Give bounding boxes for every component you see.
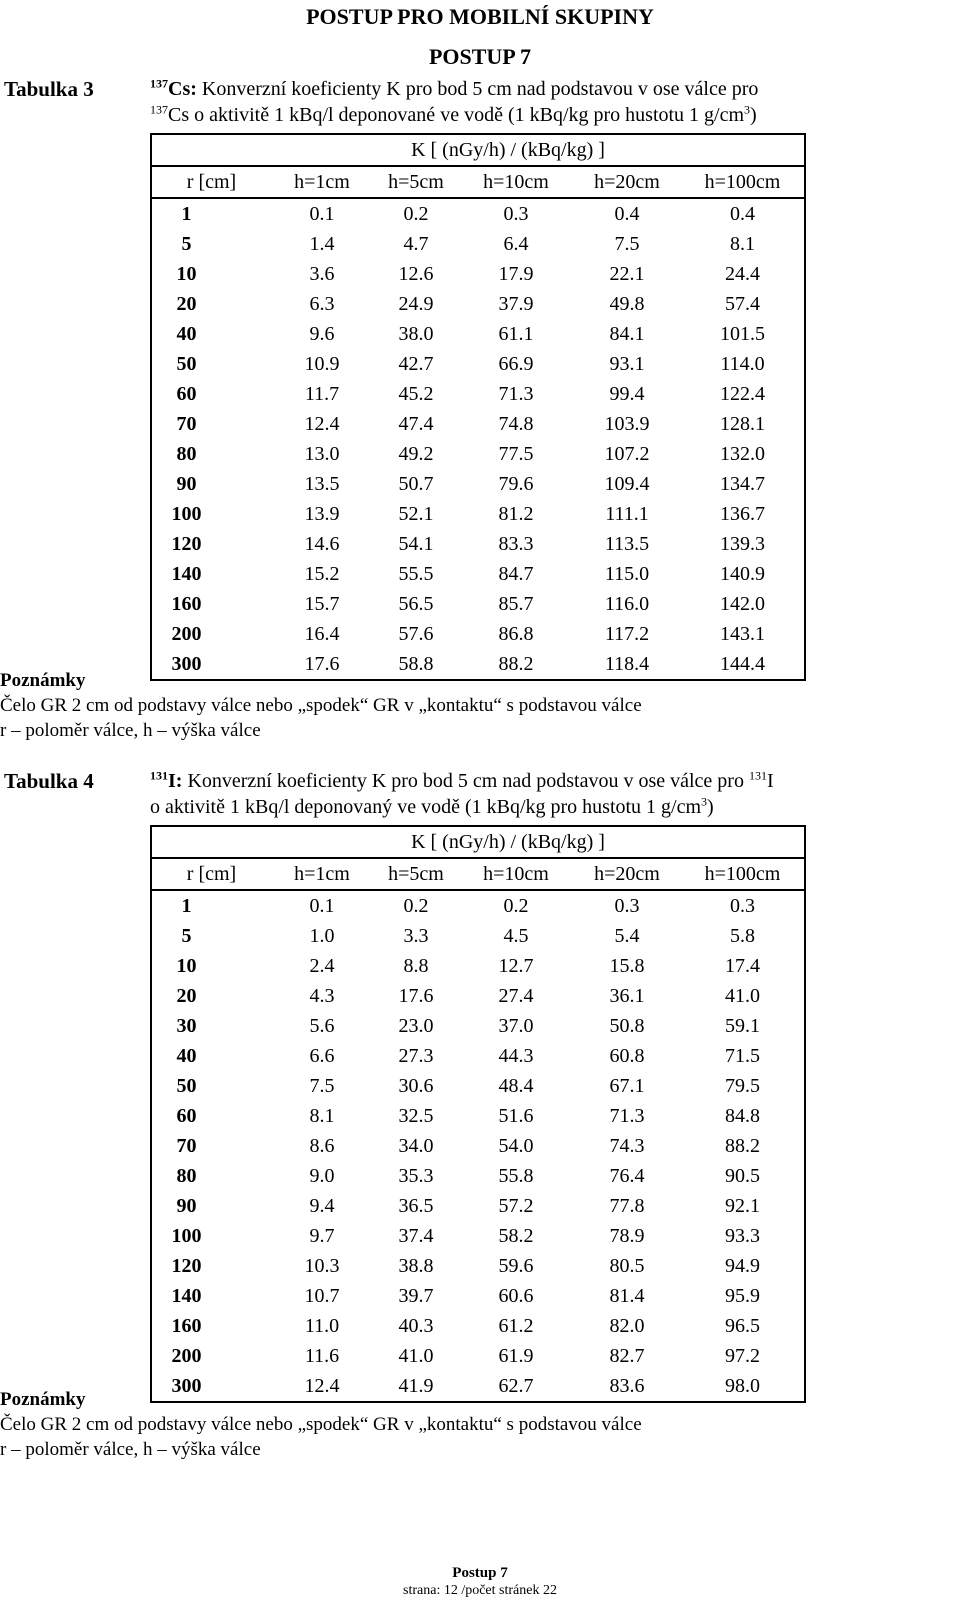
coefficient-cell: 10.3 <box>304 1255 340 1277</box>
coefficient-cell: 9.6 <box>309 323 335 345</box>
table-row <box>151 589 805 619</box>
coefficient-cell: 10.9 <box>304 353 340 375</box>
radius-cell: 100 <box>171 503 202 525</box>
coefficient-cell: 34.0 <box>398 1135 434 1157</box>
coefficient-cell: 9.4 <box>309 1195 335 1217</box>
table-row <box>151 529 805 559</box>
coefficient-cell: 0.2 <box>503 895 529 917</box>
table-row <box>151 1251 805 1281</box>
coefficient-cell: 22.1 <box>609 263 645 285</box>
radius-cell: 60 <box>176 1105 197 1127</box>
coefficient-cell: 93.1 <box>609 353 645 375</box>
coefficient-cell: 58.2 <box>498 1225 534 1247</box>
coefficient-cell: 11.7 <box>304 383 340 405</box>
table3-conversion-coefficients <box>150 133 806 681</box>
coefficient-cell: 134.7 <box>720 473 765 495</box>
table3-notes <box>0 668 960 743</box>
coefficient-cell: 12.6 <box>398 263 434 285</box>
coefficient-cell: 50.7 <box>398 473 434 495</box>
coefficient-cell: 2.4 <box>309 955 335 977</box>
column-header: r [cm] <box>151 858 271 890</box>
coefficient-cell: 6.6 <box>309 1045 335 1067</box>
coefficient-cell: 12.4 <box>304 1375 340 1397</box>
note-symbols: r – poloměr válce, h – výška válce <box>0 720 261 741</box>
coefficient-cell: 77.8 <box>609 1195 645 1217</box>
table-row <box>151 921 805 951</box>
table-row <box>151 1341 805 1371</box>
coefficient-cell: 143.1 <box>720 623 765 645</box>
coefficient-cell: 54.0 <box>498 1135 534 1157</box>
document-header: POSTUP PRO MOBILNÍ SKUPINY <box>306 4 654 29</box>
coefficient-cell: 0.1 <box>309 203 335 225</box>
coefficient-cell: 61.9 <box>498 1345 534 1367</box>
radius-cell: 120 <box>171 533 202 555</box>
coefficient-cell: 97.2 <box>725 1345 760 1367</box>
coefficient-cell: 85.7 <box>498 593 534 615</box>
coefficient-cell: 56.5 <box>398 593 434 615</box>
nuclide-mass-number: 137 <box>150 102 168 117</box>
coefficient-cell: 111.1 <box>605 503 649 525</box>
coefficient-cell: 99.4 <box>609 383 645 405</box>
coefficient-cell: 15.8 <box>609 955 645 977</box>
coefficient-cell: 59.1 <box>725 1015 760 1037</box>
radius-cell: 1 <box>181 203 192 225</box>
coefficient-cell: 95.9 <box>725 1285 760 1307</box>
table-row <box>151 1071 805 1101</box>
coefficient-cell: 50.8 <box>609 1015 645 1037</box>
coefficient-cell: 117.2 <box>604 623 650 645</box>
coefficient-cell: 93.3 <box>725 1225 760 1247</box>
column-header: h=10cm <box>459 166 573 198</box>
coefficient-cell: 84.7 <box>498 563 534 585</box>
coefficient-cell: 71.3 <box>498 383 534 405</box>
coefficient-cell: 6.3 <box>309 293 335 315</box>
coefficient-cell: 54.1 <box>398 533 434 555</box>
radius-cell: 5 <box>181 925 192 947</box>
coefficient-cell: 4.5 <box>503 925 529 947</box>
coefficient-cell: 57.2 <box>498 1195 534 1217</box>
nuclide-mass-number: 137 <box>150 76 168 91</box>
note-detector-position: Čelo GR 2 cm od podstavy válce nebo „spodek“ GR v „kontaktu“ s podstavou válce <box>0 1414 642 1435</box>
coefficient-cell: 55.8 <box>498 1165 534 1187</box>
unit-exponent: 3 <box>744 102 751 117</box>
coefficient-cell: 13.5 <box>304 473 340 495</box>
notes-title: Poznámky <box>0 670 86 691</box>
coefficient-cell: 84.8 <box>725 1105 760 1127</box>
radius-cell: 50 <box>176 353 197 375</box>
coefficient-cell: 9.0 <box>309 1165 335 1187</box>
coefficient-cell: 88.2 <box>498 653 534 675</box>
coefficient-cell: 49.8 <box>609 293 645 315</box>
radius-cell: 40 <box>176 1045 197 1067</box>
coefficient-cell: 128.1 <box>720 413 765 435</box>
radius-cell: 70 <box>176 413 197 435</box>
coefficient-cell: 17.4 <box>725 955 760 977</box>
coefficient-cell: 1.0 <box>309 925 335 947</box>
nuclide-mass-number: 131 <box>748 768 767 783</box>
radius-cell: 80 <box>176 443 197 465</box>
coefficient-cell: 113.5 <box>604 533 650 555</box>
coefficient-cell: 67.1 <box>609 1075 645 1097</box>
coefficient-cell: 38.0 <box>398 323 434 345</box>
coefficient-cell: 42.7 <box>398 353 434 375</box>
coefficient-cell: 83.6 <box>609 1375 645 1397</box>
radius-cell: 100 <box>171 1225 202 1247</box>
coefficient-cell: 3.3 <box>403 925 429 947</box>
coefficient-cell: 4.3 <box>309 985 335 1007</box>
coefficient-cell: 84.1 <box>609 323 645 345</box>
coefficient-cell: 0.3 <box>730 895 755 917</box>
coefficient-cell: 45.2 <box>398 383 434 405</box>
table-row <box>151 198 805 229</box>
unit-header: K [ (nGy/h) / (kBq/kg) ] <box>411 831 605 853</box>
column-header: r [cm] <box>151 166 271 198</box>
coefficient-cell: 115.0 <box>604 563 650 585</box>
table-row <box>151 1101 805 1131</box>
radius-cell: 90 <box>176 1195 197 1217</box>
coefficient-cell: 14.6 <box>304 533 340 555</box>
table4-conversion-coefficients <box>150 825 806 1403</box>
coefficient-cell: 62.7 <box>498 1375 534 1397</box>
radius-cell: 140 <box>171 1285 202 1307</box>
coefficient-cell: 98.0 <box>725 1375 760 1397</box>
coefficient-cell: 55.5 <box>398 563 434 585</box>
radius-cell: 10 <box>176 263 197 285</box>
coefficient-cell: 92.1 <box>725 1195 760 1217</box>
coefficient-cell: 109.4 <box>604 473 650 495</box>
coefficient-cell: 44.3 <box>498 1045 534 1067</box>
radius-cell: 20 <box>176 293 197 315</box>
coefficient-cell: 80.5 <box>609 1255 645 1277</box>
unit-header: K [ (nGy/h) / (kBq/kg) ] <box>411 139 605 161</box>
column-header: h=1cm <box>271 166 373 198</box>
coefficient-cell: 61.2 <box>498 1315 534 1337</box>
table-row <box>151 559 805 589</box>
coefficient-cell: 38.8 <box>398 1255 434 1277</box>
coefficient-cell: 27.3 <box>398 1045 434 1067</box>
table-row <box>151 981 805 1011</box>
coefficient-cell: 96.5 <box>725 1315 760 1337</box>
coefficient-cell: 74.3 <box>609 1135 645 1157</box>
coefficient-cell: 81.2 <box>498 503 534 525</box>
coefficient-cell: 0.4 <box>730 203 755 225</box>
coefficient-cell: 12.7 <box>498 955 534 977</box>
table-row <box>151 1191 805 1221</box>
caption-text: Cs o aktivitě 1 kBq/l deponované ve vodě (1 kBq/kg pro hustotu 1 g/cm <box>168 104 745 126</box>
coefficient-cell: 88.2 <box>725 1135 760 1157</box>
caption-text: Konverzní koeficienty K pro bod 5 cm nad podstavou v ose válce pro <box>182 770 749 792</box>
table3-caption-line1 <box>150 76 950 102</box>
coefficient-cell: 140.9 <box>720 563 765 585</box>
coefficient-cell: 4.7 <box>403 233 429 255</box>
coefficient-cell: 132.0 <box>720 443 765 465</box>
coefficient-cell: 6.4 <box>503 233 529 255</box>
coefficient-cell: 24.4 <box>725 263 760 285</box>
coefficient-cell: 37.9 <box>498 293 534 315</box>
coefficient-cell: 9.7 <box>309 1225 335 1247</box>
coefficient-cell: 60.8 <box>609 1045 645 1067</box>
table-row <box>151 319 805 349</box>
column-header: h=20cm <box>573 166 681 198</box>
table-row <box>151 1221 805 1251</box>
coefficient-cell: 41.9 <box>398 1375 434 1397</box>
coefficient-cell: 136.7 <box>720 503 765 525</box>
table3-caption-line2 <box>150 102 950 128</box>
coefficient-cell: 37.4 <box>398 1225 434 1247</box>
coefficient-cell: 12.4 <box>304 413 340 435</box>
table3-caption <box>150 76 950 128</box>
note-detector-position: Čelo GR 2 cm od podstavy válce nebo „spodek“ GR v „kontaktu“ s podstavou válce <box>0 695 642 716</box>
coefficient-cell: 27.4 <box>498 985 534 1007</box>
table-row <box>151 409 805 439</box>
nuclide-symbol: I <box>766 770 774 792</box>
coefficient-cell: 8.1 <box>309 1105 335 1127</box>
coefficient-cell: 81.4 <box>609 1285 645 1307</box>
table-row <box>151 1311 805 1341</box>
coefficient-cell: 61.1 <box>498 323 534 345</box>
radius-cell: 20 <box>176 985 197 1007</box>
coefficient-cell: 13.0 <box>304 443 340 465</box>
table-row <box>151 890 805 921</box>
radius-cell: 140 <box>171 563 202 585</box>
coefficient-cell: 142.0 <box>720 593 765 615</box>
coefficient-cell: 32.5 <box>398 1105 434 1127</box>
caption-close: ) <box>750 104 757 126</box>
table-row <box>151 499 805 529</box>
coefficient-cell: 10.7 <box>304 1285 340 1307</box>
radius-cell: 90 <box>176 473 197 495</box>
coefficient-cell: 74.8 <box>498 413 534 435</box>
table-row <box>151 259 805 289</box>
coefficient-cell: 5.6 <box>309 1015 335 1037</box>
coefficient-cell: 8.8 <box>403 955 429 977</box>
coefficient-cell: 57.4 <box>725 293 760 315</box>
coefficient-cell: 58.8 <box>398 653 434 675</box>
unit-header-row <box>151 826 805 858</box>
column-header-row <box>151 858 805 890</box>
coefficient-cell: 39.7 <box>398 1285 434 1307</box>
table-row <box>151 469 805 499</box>
coefficient-cell: 82.7 <box>609 1345 645 1367</box>
coefficient-cell: 139.3 <box>720 533 765 555</box>
coefficient-cell: 8.1 <box>730 233 755 255</box>
coefficient-cell: 60.6 <box>498 1285 534 1307</box>
column-header: h=10cm <box>459 858 573 890</box>
coefficient-cell: 122.4 <box>720 383 765 405</box>
coefficient-cell: 71.5 <box>725 1045 760 1067</box>
nuclide-symbol: Cs: <box>168 78 197 100</box>
coefficient-cell: 40.3 <box>398 1315 434 1337</box>
table-row <box>151 289 805 319</box>
coefficient-cell: 118.4 <box>604 653 650 675</box>
radius-cell: 70 <box>176 1135 197 1157</box>
coefficient-cell: 7.5 <box>614 233 640 255</box>
radius-cell: 40 <box>176 323 197 345</box>
coefficient-cell: 0.3 <box>503 203 529 225</box>
coefficient-cell: 16.4 <box>304 623 340 645</box>
column-header-row <box>151 166 805 198</box>
table3-label: Tabulka 3 <box>4 77 94 101</box>
coefficient-cell: 36.1 <box>609 985 645 1007</box>
radius-cell: 160 <box>171 1315 202 1337</box>
radius-cell: 1 <box>181 895 192 917</box>
radius-cell: 30 <box>176 1015 197 1037</box>
radius-cell: 200 <box>171 623 202 645</box>
coefficient-cell: 144.4 <box>720 653 765 675</box>
coefficient-cell: 36.5 <box>398 1195 434 1217</box>
radius-cell: 120 <box>171 1255 202 1277</box>
coefficient-cell: 17.6 <box>304 653 340 675</box>
radius-cell: 60 <box>176 383 197 405</box>
coefficient-cell: 114.0 <box>720 353 765 375</box>
coefficient-cell: 0.2 <box>403 895 429 917</box>
caption-text: Konverzní koeficienty K pro bod 5 cm nad podstavou v ose válce pro <box>196 78 759 100</box>
coefficient-cell: 94.9 <box>725 1255 760 1277</box>
coefficient-cell: 41.0 <box>725 985 760 1007</box>
coefficient-cell: 41.0 <box>398 1345 434 1367</box>
table-row <box>151 1011 805 1041</box>
coefficient-cell: 77.5 <box>498 443 534 465</box>
coefficient-cell: 11.6 <box>304 1345 340 1367</box>
coefficient-cell: 5.4 <box>614 925 640 947</box>
radius-cell: 10 <box>176 955 197 977</box>
coefficient-cell: 0.1 <box>309 895 335 917</box>
table4-caption <box>150 768 950 820</box>
coefficient-cell: 49.2 <box>398 443 434 465</box>
coefficient-cell: 79.6 <box>498 473 534 495</box>
caption-text: o aktivitě 1 kBq/l deponovaný ve vodě (1 kBq/kg pro hustotu 1 g/cm <box>150 796 702 818</box>
coefficient-cell: 116.0 <box>604 593 650 615</box>
coefficient-cell: 86.8 <box>498 623 534 645</box>
coefficient-cell: 15.2 <box>304 563 340 585</box>
coefficient-cell: 17.6 <box>398 985 434 1007</box>
column-header: h=5cm <box>373 858 459 890</box>
radius-cell: 50 <box>176 1075 197 1097</box>
table-row <box>151 619 805 649</box>
table-row <box>151 951 805 981</box>
table-row <box>151 1131 805 1161</box>
unit-header-row <box>151 134 805 166</box>
column-header: h=100cm <box>681 858 805 890</box>
coefficient-cell: 48.4 <box>498 1075 534 1097</box>
nuclide-mass-number: 131 <box>150 768 168 783</box>
table4-caption-line2 <box>150 794 950 820</box>
table-row <box>151 1161 805 1191</box>
coefficient-cell: 0.4 <box>614 203 640 225</box>
table4-notes <box>0 1387 960 1462</box>
column-header: h=5cm <box>373 166 459 198</box>
coefficient-cell: 3.6 <box>309 263 335 285</box>
coefficient-cell: 30.6 <box>398 1075 434 1097</box>
coefficient-cell: 76.4 <box>609 1165 645 1187</box>
coefficient-cell: 59.6 <box>498 1255 534 1277</box>
coefficient-cell: 23.0 <box>398 1015 434 1037</box>
coefficient-cell: 24.9 <box>398 293 434 315</box>
table-row <box>151 349 805 379</box>
column-header: h=20cm <box>573 858 681 890</box>
coefficient-cell: 51.6 <box>498 1105 534 1127</box>
coefficient-cell: 107.2 <box>604 443 650 465</box>
table-row <box>151 1281 805 1311</box>
coefficient-cell: 57.6 <box>398 623 434 645</box>
caption-close: ) <box>707 796 714 818</box>
coefficient-cell: 11.0 <box>304 1315 340 1337</box>
radius-cell: 160 <box>171 593 202 615</box>
coefficient-cell: 1.4 <box>309 233 335 255</box>
radius-cell: 300 <box>171 653 202 675</box>
coefficient-cell: 103.9 <box>604 413 650 435</box>
coefficient-cell: 17.9 <box>498 263 534 285</box>
table-row <box>151 1041 805 1071</box>
coefficient-cell: 13.9 <box>304 503 340 525</box>
footer-page-number: strana: 12 /počet stránek 22 <box>403 1583 557 1598</box>
coefficient-cell: 82.0 <box>609 1315 645 1337</box>
radius-cell: 5 <box>181 233 192 255</box>
coefficient-cell: 8.6 <box>309 1135 335 1157</box>
procedure-title: POSTUP 7 <box>428 44 532 69</box>
unit-exponent: 3 <box>701 794 708 809</box>
coefficient-cell: 37.0 <box>498 1015 534 1037</box>
coefficient-cell: 83.3 <box>498 533 534 555</box>
coefficient-cell: 52.1 <box>398 503 434 525</box>
coefficient-cell: 47.4 <box>398 413 434 435</box>
column-header: h=1cm <box>271 858 373 890</box>
column-header: h=100cm <box>681 166 805 198</box>
notes-title: Poznámky <box>0 1389 86 1410</box>
coefficient-cell: 78.9 <box>609 1225 645 1247</box>
coefficient-cell: 5.8 <box>730 925 755 947</box>
coefficient-cell: 0.3 <box>614 895 640 917</box>
coefficient-cell: 90.5 <box>725 1165 760 1187</box>
coefficient-cell: 7.5 <box>309 1075 335 1097</box>
coefficient-cell: 35.3 <box>398 1165 434 1187</box>
table-row <box>151 439 805 469</box>
footer-title: Postup 7 <box>452 1565 508 1581</box>
radius-cell: 200 <box>171 1345 202 1367</box>
nuclide-symbol: I: <box>168 770 183 792</box>
coefficient-cell: 79.5 <box>725 1075 760 1097</box>
note-symbols: r – poloměr válce, h – výška válce <box>0 1439 261 1460</box>
table-row <box>151 229 805 259</box>
radius-cell: 80 <box>176 1165 197 1187</box>
table-row <box>151 379 805 409</box>
coefficient-cell: 15.7 <box>304 593 340 615</box>
coefficient-cell: 0.2 <box>403 203 429 225</box>
coefficient-cell: 101.5 <box>720 323 765 345</box>
coefficient-cell: 71.3 <box>609 1105 645 1127</box>
radius-cell: 300 <box>171 1375 202 1397</box>
table4-label: Tabulka 4 <box>4 769 94 793</box>
table4-caption-line1 <box>150 768 950 794</box>
coefficient-cell: 66.9 <box>498 353 534 375</box>
